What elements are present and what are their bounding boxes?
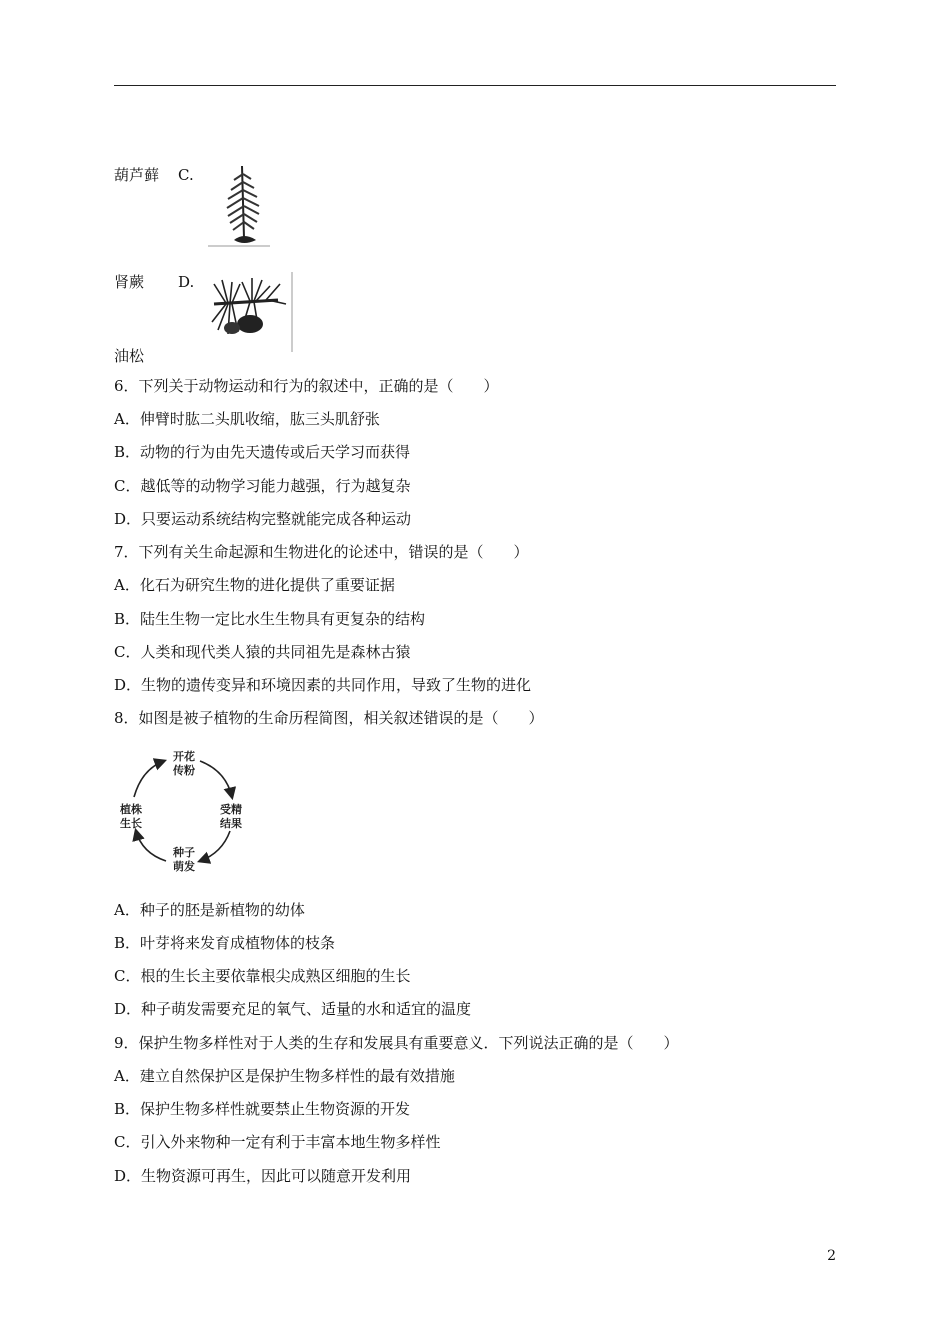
q6-option-b: B．动物的行为由先天遗传或后天学习而获得 (114, 443, 411, 461)
q9-option-d: D．生物资源可再生，因此可以随意开发利用 (114, 1167, 412, 1185)
option-d-label: D. (178, 273, 195, 291)
q7-option-a: A．化石为研究生物的进化提供了重要证据 (114, 576, 395, 594)
q6-option-a: A．伸臂时肱二头肌收缩，肱三头肌舒张 (114, 410, 380, 428)
q9-option-b: B．保护生物多样性就要禁止生物资源的开发 (114, 1100, 411, 1118)
plant-life-cycle-diagram (114, 745, 254, 875)
q7-option-b: B．陆生生物一定比水生生物具有更复杂的结构 (114, 610, 426, 628)
q7-stem: 7．下列有关生命起源和生物进化的论述中，错误的是（ ） (114, 543, 529, 561)
q8-option-a: A．种子的胚是新植物的幼体 (114, 901, 305, 919)
q8-option-c: C．根的生长主要依靠根尖成熟区细胞的生长 (114, 967, 411, 985)
cycle-bottom-line1: 种子 (173, 846, 195, 859)
cycle-bottom-line2: 萌发 (173, 860, 195, 873)
q8-stem: 8．如图是被子植物的生命历程简图，相关叙述错误的是（ ） (114, 709, 544, 727)
pine-image (206, 270, 296, 354)
option-d-name: 油松 (114, 347, 145, 365)
q7-option-c: C．人类和现代类人猿的共同祖先是森林古猿 (114, 643, 411, 661)
fern-image (204, 160, 274, 250)
option-c-name: 肾蕨 (114, 273, 145, 291)
q6-option-c: C．越低等的动物学习能力越强，行为越复杂 (114, 477, 411, 495)
q8-option-b: B．叶芽将来发育成植物体的枝条 (114, 934, 336, 952)
q7-option-d: D．生物的遗传变异和环境因素的共同作用，导致了生物的进化 (114, 676, 532, 694)
cycle-right-line2: 结果 (220, 817, 242, 830)
q6-stem: 6．下列关于动物运动和行为的叙述中，正确的是（ ） (114, 377, 499, 395)
q9-stem: 9．保护生物多样性对于人类的生存和发展具有重要意义．下列说法正确的是（ ） (114, 1034, 679, 1052)
q9-option-c: C．引入外来物种一定有利于丰富本地生物多样性 (114, 1133, 441, 1151)
cycle-left-line1: 植株 (120, 803, 142, 816)
page-number: 2 (827, 1248, 836, 1264)
cycle-top-line2: 传粉 (173, 764, 195, 777)
q6-option-d: D．只要运动系统结构完整就能完成各种运动 (114, 510, 412, 528)
option-b-name: 葫芦藓 (114, 166, 160, 184)
option-c-label: C. (178, 166, 194, 184)
header-rule (114, 85, 836, 86)
cycle-top-line1: 开花 (173, 750, 195, 763)
cycle-right-line1: 受精 (220, 803, 242, 816)
q9-option-a: A．建立自然保护区是保护生物多样性的最有效措施 (114, 1067, 455, 1085)
cycle-left-line2: 生长 (120, 817, 142, 830)
q8-option-d: D．种子萌发需要充足的氧气、适量的水和适宜的温度 (114, 1000, 472, 1018)
